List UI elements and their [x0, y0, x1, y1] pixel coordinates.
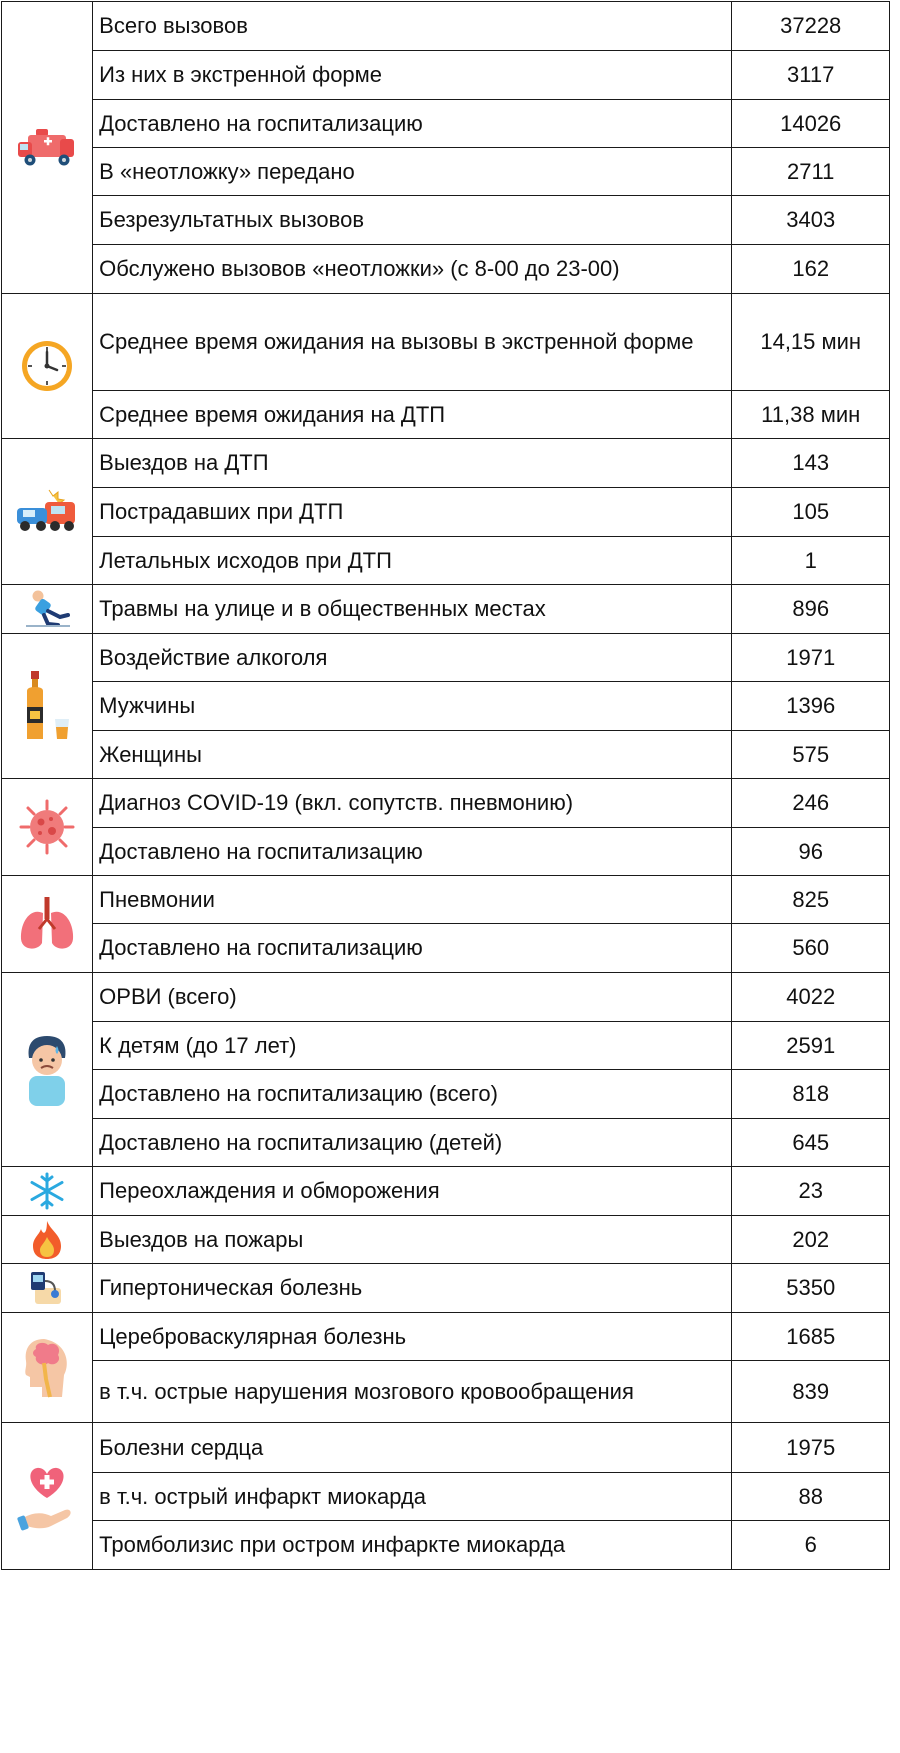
- row-value: 1: [732, 537, 890, 585]
- row-value: 14026: [732, 100, 890, 148]
- table-row: [2, 1473, 890, 1521]
- category-icon-cell: [2, 439, 93, 585]
- statistics-table: [1, 1, 890, 1570]
- sick-child-icon: [17, 1055, 77, 1080]
- category-icon-cell: [2, 2, 93, 294]
- row-label: В «неотложку» передано: [93, 148, 732, 196]
- row-label: К детям (до 17 лет): [93, 1022, 732, 1070]
- row-value: 839: [732, 1361, 890, 1423]
- row-label: Обслужено вызовов «неотложки» (с 8-00 до 23-00): [93, 245, 732, 294]
- row-label: в т.ч. острый инфаркт миокарда: [93, 1473, 732, 1521]
- row-label: Летальных исходов при ДТП: [93, 537, 732, 585]
- row-label: Тромболизис при остром инфаркте миокарда: [93, 1521, 732, 1570]
- table-row: [2, 537, 890, 585]
- row-value: 896: [732, 585, 890, 634]
- table-row: [2, 391, 890, 439]
- table-row: [2, 731, 890, 779]
- table-row: [2, 1521, 890, 1570]
- row-value: 96: [732, 828, 890, 876]
- table-row: [2, 876, 890, 924]
- category-icon-cell: [2, 1264, 93, 1313]
- table-row: [2, 2, 890, 51]
- category-icon-cell: [2, 876, 93, 973]
- row-value: 1685: [732, 1313, 890, 1361]
- row-label: Выездов на ДТП: [93, 439, 732, 488]
- row-label: Доставлено на госпитализацию: [93, 100, 732, 148]
- row-value: 1971: [732, 634, 890, 682]
- table-row: [2, 1313, 890, 1361]
- table-row: [2, 294, 890, 391]
- table-row: [2, 439, 890, 488]
- row-value: 6: [732, 1521, 890, 1570]
- row-label: Доставлено на госпитализацию (всего): [93, 1070, 732, 1119]
- table-row: [2, 1264, 890, 1313]
- category-icon-cell: [2, 294, 93, 439]
- row-value: 37228: [732, 2, 890, 51]
- row-label: Переохлаждения и обморожения: [93, 1167, 732, 1216]
- category-icon-cell: [2, 1313, 93, 1423]
- category-icon-cell: [2, 1423, 93, 1570]
- table-row: [2, 245, 890, 294]
- slipping-person-icon: [20, 595, 74, 620]
- virus-icon: [18, 813, 76, 838]
- table-row: [2, 1119, 890, 1167]
- row-label: Среднее время ожидания на ДТП: [93, 391, 732, 439]
- table-row: [2, 51, 890, 100]
- row-label: Цереброваскулярная болезнь: [93, 1313, 732, 1361]
- row-label: ОРВИ (всего): [93, 973, 732, 1022]
- table-row: [2, 924, 890, 973]
- snowflake-icon: [27, 1177, 67, 1202]
- category-icon-cell: [2, 1216, 93, 1264]
- row-label: Доставлено на госпитализацию: [93, 924, 732, 973]
- row-value: 202: [732, 1216, 890, 1264]
- row-label: в т.ч. острые нарушения мозгового кровообращения: [93, 1361, 732, 1423]
- row-value: 143: [732, 439, 890, 488]
- table-row: [2, 1361, 890, 1423]
- table-row: [2, 634, 890, 682]
- row-label: Воздействие алкоголя: [93, 634, 732, 682]
- row-value: 88: [732, 1473, 890, 1521]
- row-label: Выездов на пожары: [93, 1216, 732, 1264]
- row-label: Безрезультатных вызовов: [93, 196, 732, 245]
- table-row: [2, 1167, 890, 1216]
- alcohol-bottle-icon: [19, 692, 75, 717]
- row-label: Травмы на улице и в общественных местах: [93, 585, 732, 634]
- row-label: Гипертоническая болезнь: [93, 1264, 732, 1313]
- row-label: Диагноз COVID-19 (вкл. сопутств. пневмонию): [93, 779, 732, 828]
- table-row: [2, 1216, 890, 1264]
- row-value: 23: [732, 1167, 890, 1216]
- row-value: 11,38 мин: [732, 391, 890, 439]
- lungs-icon: [16, 910, 78, 935]
- row-label: Пострадавших при ДТП: [93, 488, 732, 537]
- row-value: 818: [732, 1070, 890, 1119]
- row-value: 246: [732, 779, 890, 828]
- table-row: [2, 973, 890, 1022]
- row-value: 1975: [732, 1423, 890, 1473]
- row-label: Доставлено на госпитализацию: [93, 828, 732, 876]
- row-value: 2591: [732, 1022, 890, 1070]
- category-icon-cell: [2, 1167, 93, 1216]
- category-icon-cell: [2, 634, 93, 779]
- heart-hand-icon: [17, 1482, 77, 1507]
- fire-icon: [29, 1225, 65, 1250]
- table-row: [2, 1070, 890, 1119]
- row-label: Из них в экстренной форме: [93, 51, 732, 100]
- row-value: 560: [732, 924, 890, 973]
- row-value: 3403: [732, 196, 890, 245]
- clock-icon: [20, 352, 74, 377]
- row-value: 2711: [732, 148, 890, 196]
- table-row: [2, 1423, 890, 1473]
- car-crash-icon: [15, 497, 79, 522]
- row-label: Среднее время ожидания на вызовы в экстренной форме: [93, 294, 732, 391]
- table-row: [2, 100, 890, 148]
- category-icon-cell: [2, 779, 93, 876]
- row-label: Болезни сердца: [93, 1423, 732, 1473]
- category-icon-cell: [2, 973, 93, 1167]
- blood-pressure-icon: [27, 1274, 67, 1299]
- row-value: 645: [732, 1119, 890, 1167]
- row-value: 3117: [732, 51, 890, 100]
- table-row: [2, 488, 890, 537]
- brain-head-icon: [22, 1353, 72, 1378]
- row-label: Всего вызовов: [93, 2, 732, 51]
- row-value: 4022: [732, 973, 890, 1022]
- row-value: 575: [732, 731, 890, 779]
- ambulance-icon: [16, 133, 78, 158]
- table-row: [2, 1022, 890, 1070]
- category-icon-cell: [2, 585, 93, 634]
- row-label: Мужчины: [93, 682, 732, 731]
- row-label: Доставлено на госпитализацию (детей): [93, 1119, 732, 1167]
- row-label: Женщины: [93, 731, 732, 779]
- table-row: [2, 585, 890, 634]
- row-value: 105: [732, 488, 890, 537]
- table-row: [2, 682, 890, 731]
- row-label: Пневмонии: [93, 876, 732, 924]
- row-value: 1396: [732, 682, 890, 731]
- table-row: [2, 196, 890, 245]
- row-value: 162: [732, 245, 890, 294]
- row-value: 825: [732, 876, 890, 924]
- table-row: [2, 779, 890, 828]
- row-value: 14,15 мин: [732, 294, 890, 391]
- row-value: 5350: [732, 1264, 890, 1313]
- table-row: [2, 828, 890, 876]
- table-row: [2, 148, 890, 196]
